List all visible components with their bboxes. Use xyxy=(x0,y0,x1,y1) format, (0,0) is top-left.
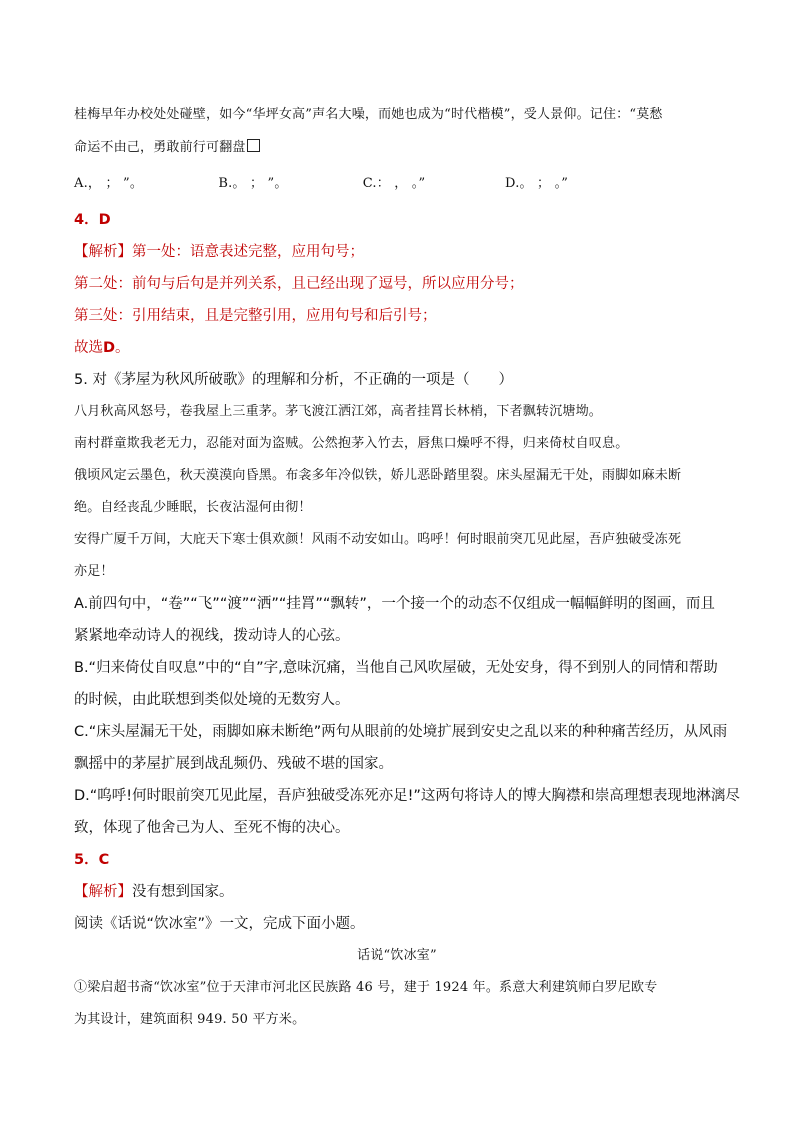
question5-answer: 5．C xyxy=(74,852,110,868)
poem-line: 俄顷风定云墨色，秋天漠漠向昏黑。布衾多年冷似铁，娇儿恶卧踏里裂。床头屋漏无干处，雨脚如麻未断 xyxy=(74,468,682,483)
option-b-line2: 的时候，由此联想到类似处境的无数穷人。 xyxy=(74,692,350,708)
option-b: B.。 ； ”。 xyxy=(218,176,288,191)
option-d-line2: 致，体现了他舍己为人、至死不悔的决心。 xyxy=(74,820,350,836)
analysis-text: 没有想到国家。 xyxy=(132,884,234,900)
article-para1-line1: ①梁启超书斋“饮冰室”位于天津市河北区民族路 46 号，建于 1924 年。系意大利建筑师白罗尼欧专 xyxy=(74,980,658,995)
question4-analysis-line3: 第三处：引用结束，且是完整引用，应用句号和后引号； xyxy=(74,308,437,324)
article-para1-line2: 为其设计，建筑面积 949. 50 平方米。 xyxy=(74,1012,306,1027)
question4-answer: 4．D xyxy=(74,212,111,228)
option-d-line1: D.“呜呼!何时眼前突兀见此屋，吾庐独破受冻死亦足!”这两句将诗人的博大胸襟和崇高理想表现地淋漓尽 xyxy=(74,788,740,804)
option-c: C.： ， 。” xyxy=(362,176,426,191)
question5-analysis xyxy=(74,880,234,901)
question4-analysis-line2: 第二处：前句与后句是并列关系，且已经出现了逗号，所以应用分号； xyxy=(74,276,524,292)
question3-text-line1: 桂梅早年办校处处碰壁，如今“华坪女高”声名大噪，而她也成为“时代楷模”，受人景仰。记住：“莫愁 xyxy=(74,107,663,122)
choice-prefix: 故选 xyxy=(74,340,103,356)
question4-analysis-line1 xyxy=(74,240,364,261)
reading-intro: 阅读《话说“饮冰室”》一文，完成下面小题。 xyxy=(74,916,365,932)
poem-line: 亦足！ xyxy=(74,564,114,579)
question3-options xyxy=(74,172,568,191)
poem-line: 八月秋高风怒号，卷我屋上三重茅。茅飞渡江洒江郊，高者挂罥长林梢，下者飘转沉塘坳。 xyxy=(74,404,603,419)
analysis-tag: 【解析】 xyxy=(74,884,132,900)
question3-text-line2 xyxy=(74,136,260,155)
poem-line: 安得广厦千万间，大庇天下寒士俱欢颜！风雨不动安如山。呜呼！何时眼前突兀见此屋，吾庐独破受冻死 xyxy=(74,532,682,547)
choice-suffix: 。 xyxy=(115,340,130,356)
question4-choice xyxy=(74,336,130,357)
poem-line: 绝。自经丧乱少睡眠，长夜沾湿何由彻！ xyxy=(74,500,312,515)
analysis-point1: 第一处：语意表述完整，应用句号； xyxy=(132,244,364,260)
question3-text-line2-content: 命运不由己，勇敢前行可翻盘 xyxy=(74,140,246,155)
article-title: 话说“饮冰室” xyxy=(357,948,437,963)
question5-stem: 5. 对《茅屋为秋风所破歌》的理解和分析，不正确的一项是（ ） xyxy=(74,372,513,388)
poem-line: 南村群童欺我老无力，忍能对面为盗贼。公然抱茅入竹去，唇焦口燥呼不得，归来倚杖自叹息。 xyxy=(74,436,629,451)
blank-box xyxy=(247,139,260,152)
option-b-line1: B.“归来倚仗自叹息”中的“自”字,意味沉痛，当他自己风吹屋破，无处安身，得不到别人的同情和帮助 xyxy=(74,660,718,676)
option-d: D.。 ； 。” xyxy=(505,176,569,191)
option-c-line2: 飘摇中的茅屋扩展到战乱频仍、残破不堪的国家。 xyxy=(74,756,393,772)
option-a-line1: A.前四句中，“卷”“飞”“渡”“洒”“挂罥”“飘转”，一个接一个的动态不仅组成一幅幅鲜明的图画，而且 xyxy=(74,596,715,612)
option-a: A.， ； ”。 xyxy=(74,176,144,191)
choice-letter: D xyxy=(103,340,116,356)
option-c-line1: C.“床头屋漏无干处，雨脚如麻未断绝”两句从眼前的处境扩展到安史之乱以来的种种痛苦经历，从风雨 xyxy=(74,724,728,740)
option-a-line2: 紧紧地牵动诗人的视线，拨动诗人的心弦。 xyxy=(74,628,350,644)
analysis-tag: 【解析】 xyxy=(74,244,132,260)
